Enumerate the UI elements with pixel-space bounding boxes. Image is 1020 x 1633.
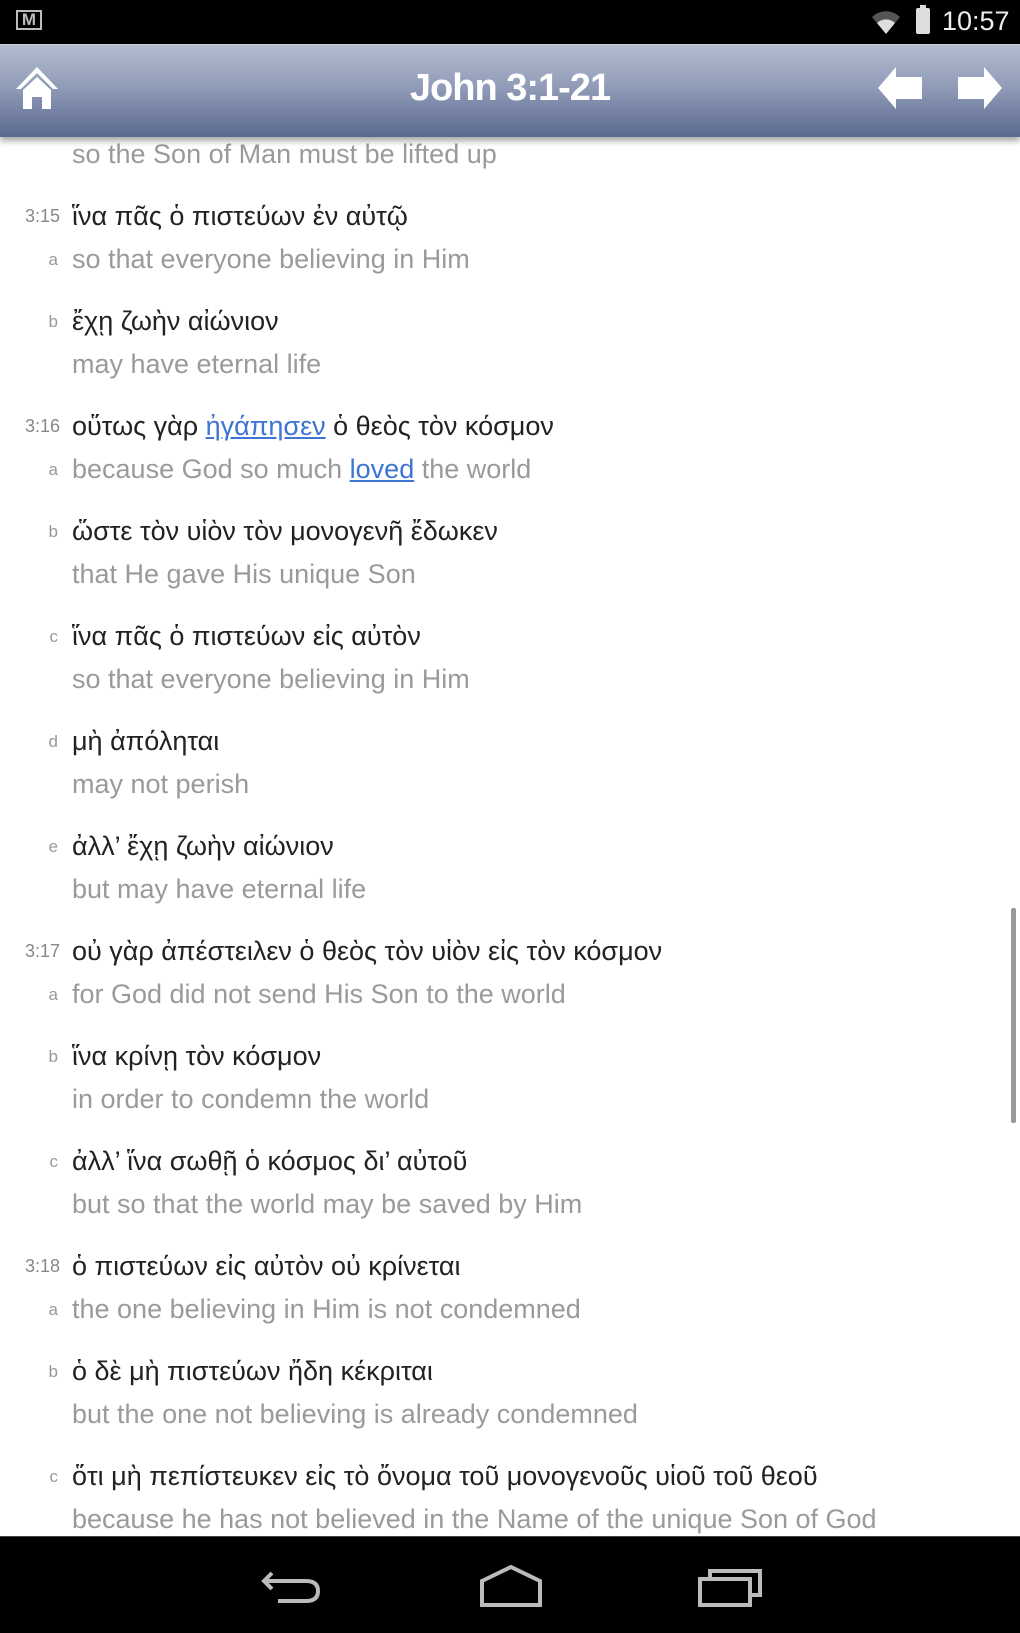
verse-number: 3:18 (24, 1256, 60, 1276)
greek-line (0, 1245, 1020, 1288)
text-segment: may not perish (72, 769, 250, 799)
english-line (0, 343, 1020, 386)
clause-letter: b (48, 1362, 58, 1381)
text-segment: for God did not send His Son to the world (72, 979, 566, 1009)
english-line (0, 868, 1020, 911)
clause-letter: c (49, 1152, 58, 1171)
text-segment: may have eternal life (72, 349, 322, 379)
verse-block (0, 1245, 1020, 1350)
clause-letter: a (48, 985, 58, 1004)
clause-letter: a (48, 250, 58, 269)
text-segment: ἔχῃ ζωὴν αἰώνιον (72, 306, 279, 336)
text-segment: οὕτως γὰρ (72, 411, 206, 441)
english-line (0, 553, 1020, 596)
greek-line (0, 405, 1020, 448)
passage-content[interactable] (0, 133, 1020, 1560)
arrow-left-icon[interactable] (876, 63, 926, 113)
back-icon[interactable] (258, 1565, 328, 1609)
english-line (0, 973, 1020, 1016)
english-line (0, 1498, 1020, 1541)
text-segment: οὐ γὰρ ἀπέστειλεν ὁ θεὸς τὸν υἱὸν εἰς τὸν κόσμον (72, 936, 663, 966)
english-line (0, 1078, 1020, 1121)
greek-line (0, 1140, 1020, 1183)
wifi-icon (872, 8, 900, 36)
english-line (0, 1288, 1020, 1331)
text-segment: ἵνα πᾶς ὁ πιστεύων εἰς αὐτὸν (72, 621, 421, 651)
text-segment: the world (414, 454, 532, 484)
english-line (0, 1393, 1020, 1436)
clause-letter: c (49, 627, 58, 646)
text-segment: because he has not believed in the Name of the unique Son of God (72, 1504, 877, 1534)
verse-block (0, 1035, 1020, 1140)
text-segment: so that everyone believing in Him (72, 664, 470, 694)
verse-block (0, 720, 1020, 825)
verse-block (0, 615, 1020, 720)
clause-letter: e (48, 837, 58, 856)
text-segment: ὁ δὲ μὴ πιστεύων ἤδη κέκριται (72, 1356, 433, 1386)
greek-line (0, 1350, 1020, 1393)
clause-letter: c (49, 1467, 58, 1486)
greek-line (0, 1035, 1020, 1078)
english-line (0, 238, 1020, 281)
verse-block (0, 930, 1020, 1035)
clause-letter: a (48, 460, 58, 479)
recent-apps-icon[interactable] (696, 1565, 766, 1609)
text-segment: ἵνα πᾶς ὁ πιστεύων ἐν αὐτῷ (72, 201, 408, 231)
status-bar (0, 0, 1020, 44)
verse-number: 3:17 (24, 941, 60, 961)
verse-block (0, 300, 1020, 405)
english-line: so the Son of Man must be lifted up (72, 139, 497, 169)
gmail-icon: M (16, 10, 42, 30)
verse-number: 3:16 (24, 416, 60, 436)
arrow-right-icon[interactable] (954, 63, 1004, 113)
text-segment: ὁ πιστεύων εἰς αὐτὸν οὐ κρίνεται (72, 1251, 461, 1281)
text-segment: ὥστε τὸν υἱὸν τὸν μονογενῆ ἔδωκεν (72, 516, 498, 546)
page-title: John 3:1-21 (409, 67, 611, 109)
text-segment: that He gave His unique Son (72, 559, 416, 589)
scrollbar[interactable] (1011, 908, 1016, 1123)
english-line (0, 448, 1020, 491)
clause-letter: b (48, 522, 58, 541)
text-segment: μὴ ἀπόληται (72, 726, 220, 756)
english-line (0, 658, 1020, 701)
english-line (0, 763, 1020, 806)
clock: 10:57 (942, 6, 1010, 36)
clause-letter: b (48, 312, 58, 331)
home-outline-icon[interactable] (476, 1565, 546, 1609)
battery-icon (916, 8, 930, 34)
verse-block (0, 825, 1020, 930)
text-segment: ἀλλ’ ἔχῃ ζωὴν αἰώνιον (72, 831, 334, 861)
text-segment: ὅτι μὴ πεπίστευκεν εἰς τὸ ὄνομα τοῦ μονογενοῦς υἱοῦ τοῦ θεοῦ (72, 1461, 818, 1491)
android-nav-bar (0, 1536, 1020, 1633)
greek-line (0, 615, 1020, 658)
word-link[interactable]: loved (349, 454, 415, 484)
word-link[interactable]: ἠγάπησεν (205, 411, 326, 441)
text-segment: the one believing in Him is not condemned (72, 1294, 581, 1324)
greek-line (0, 510, 1020, 553)
english-line (0, 1183, 1020, 1226)
greek-line (0, 300, 1020, 343)
text-segment: but may have eternal life (72, 874, 367, 904)
verse-number: 3:15 (24, 206, 60, 226)
clause-letter: b (48, 1047, 58, 1066)
greek-line (0, 825, 1020, 868)
text-segment: but the one not believing is already condemned (72, 1399, 638, 1429)
text-segment: ὁ θεὸς τὸν κόσμον (325, 411, 554, 441)
greek-line (0, 1455, 1020, 1498)
text-segment: because God so much (72, 454, 350, 484)
text-segment: so that everyone believing in Him (72, 244, 470, 274)
greek-line (0, 720, 1020, 763)
verse-block (0, 1140, 1020, 1245)
verse-block (0, 195, 1020, 300)
text-segment: in order to condemn the world (72, 1084, 430, 1114)
verse-block (0, 510, 1020, 615)
greek-line (0, 930, 1020, 973)
text-segment: ἵνα κρίνῃ τὸν κόσμον (72, 1041, 322, 1071)
text-segment: but so that the world may be saved by Him (72, 1189, 583, 1219)
text-segment: ἀλλ’ ἵνα σωθῇ ὁ κόσμος δι’ αὐτοῦ (72, 1146, 468, 1176)
greek-line (0, 195, 1020, 238)
clause-letter: a (48, 1300, 58, 1319)
verse-block (0, 405, 1020, 510)
verse-block (0, 1350, 1020, 1455)
app-header (0, 44, 1020, 137)
clause-letter: d (48, 732, 58, 751)
